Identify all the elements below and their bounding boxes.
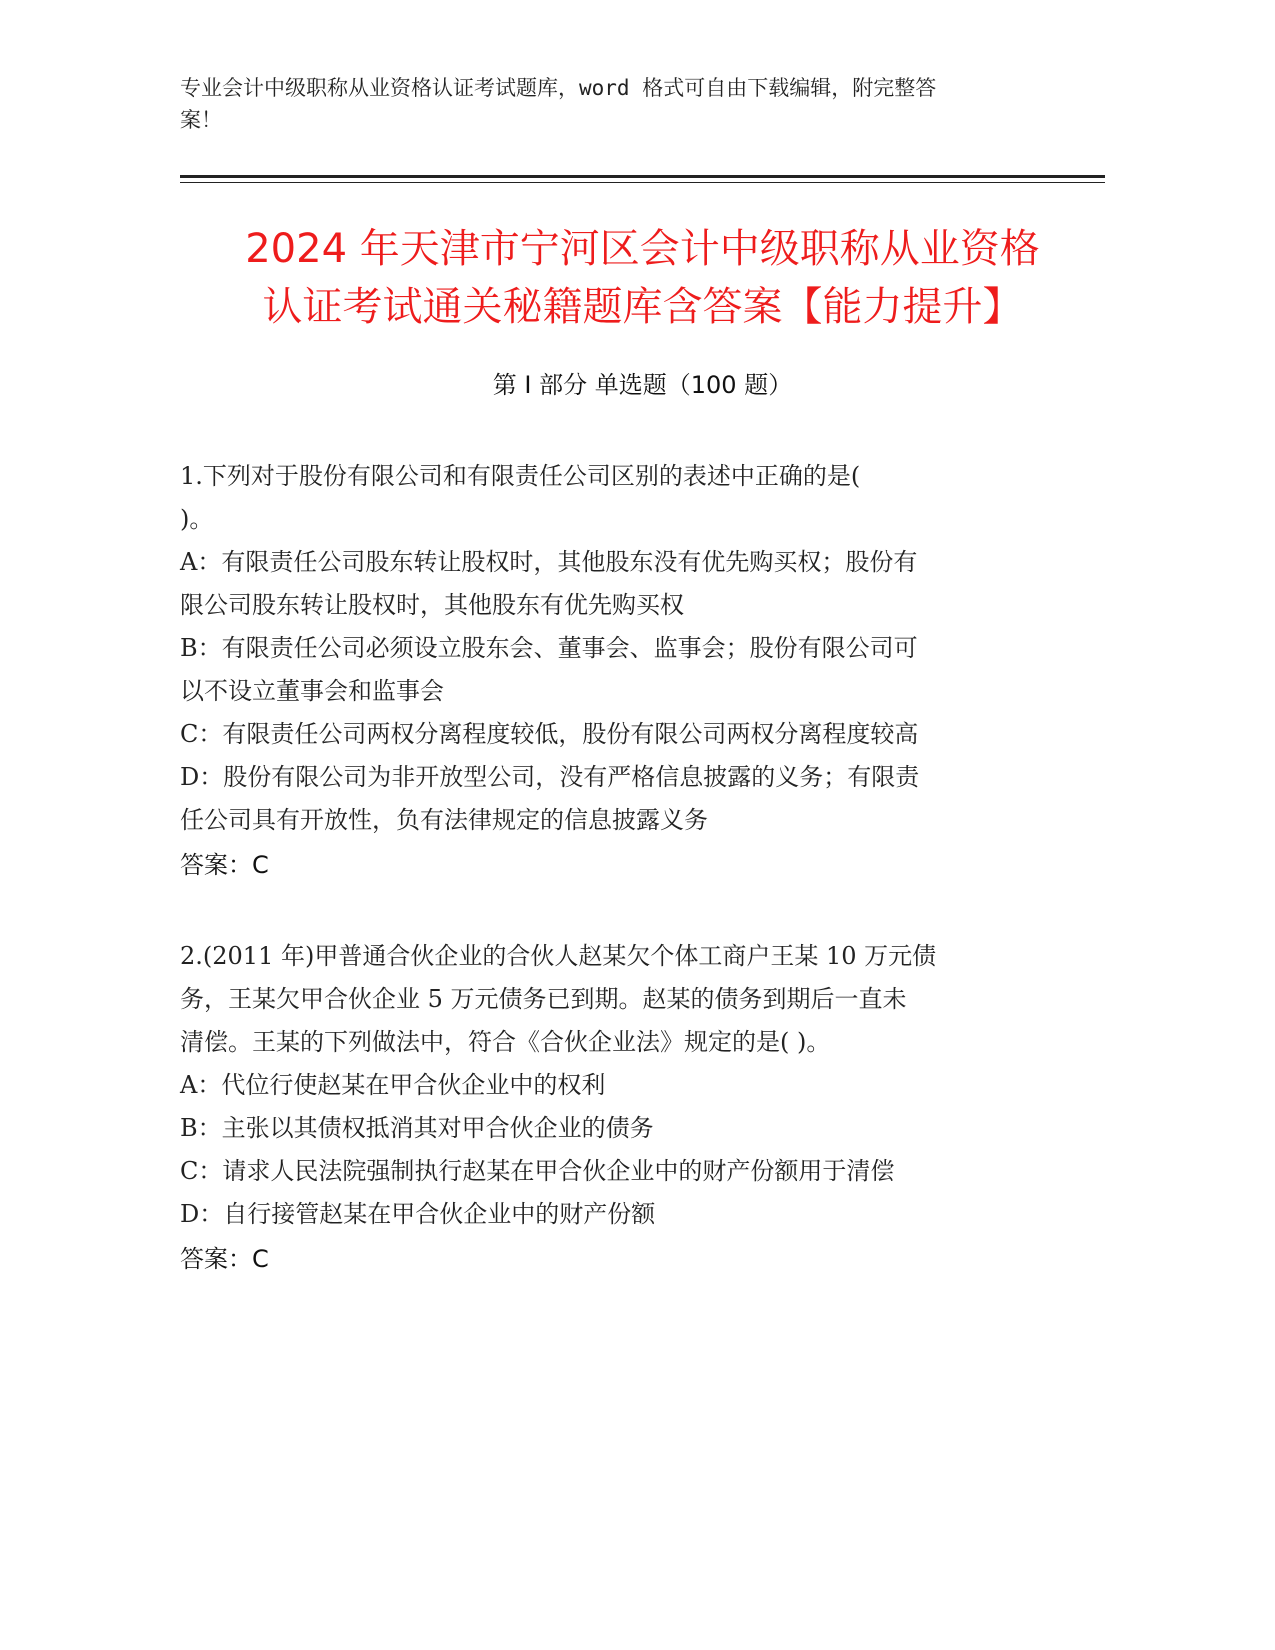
option-b-line: B：有限责任公司必须设立股东会、董事会、监事会；股份有限公司可 — [180, 634, 918, 662]
option-a-line: 限公司股东转让股权时，其他股东有优先购买权 — [180, 591, 684, 619]
option-d-line: D：自行接管赵某在甲合伙企业中的财产份额 — [180, 1200, 656, 1228]
option-b-line: B：主张以其债权抵消其对甲合伙企业的债务 — [180, 1114, 654, 1142]
header-line-2: 案！ — [180, 108, 222, 132]
option-c-line: C：有限责任公司两权分离程度较低，股份有限公司两权分离程度较高 — [180, 720, 919, 748]
option-a-line: A：有限责任公司股东转让股权时，其他股东没有优先购买权；股份有 — [180, 548, 918, 576]
question-stem-line: 务，王某欠甲合伙企业 5 万元债务已到期。赵某的债务到期后一直未 — [180, 985, 907, 1013]
section-title: 第 I 部分 单选题（100 题） — [492, 371, 793, 399]
page-header — [180, 72, 1040, 136]
question-1 — [180, 455, 1040, 887]
document-title — [180, 220, 1105, 336]
question-stem-line: 清偿。王某的下列做法中，符合《合伙企业法》规定的是( )。 — [180, 1028, 831, 1056]
option-c-line: C：请求人民法院强制执行赵某在甲合伙企业中的财产份额用于清偿 — [180, 1157, 895, 1185]
question-2 — [180, 935, 1040, 1281]
header-line-1: 专业会计中级职称从业资格认证考试题库，word 格式可自由下载编辑，附完整答 — [180, 76, 937, 100]
answer-label: 答案：C — [180, 851, 269, 879]
title-line-2: 认证考试通关秘籍题库含答案【能力提升】 — [262, 284, 1023, 330]
header-divider-thick — [180, 175, 1105, 178]
option-d-line: D：股份有限公司为非开放型公司，没有严格信息披露的义务；有限责 — [180, 763, 920, 791]
option-a-line: A：代位行使赵某在甲合伙企业中的权利 — [180, 1071, 606, 1099]
question-stem-line: 2.(2011 年)甲普通合伙企业的合伙人赵某欠个体工商户王某 10 万元债 — [180, 942, 937, 970]
title-line-1: 2024 年天津市宁河区会计中级职称从业资格 — [245, 226, 1040, 272]
answer-label: 答案：C — [180, 1245, 269, 1273]
option-b-line: 以不设立董事会和监事会 — [180, 677, 444, 705]
question-stem-line: )。 — [180, 505, 214, 533]
option-d-line: 任公司具有开放性，负有法律规定的信息披露义务 — [180, 806, 708, 834]
header-divider-thin — [180, 182, 1105, 183]
question-stem-line: 1.下列对于股份有限公司和有限责任公司区别的表述中正确的是( — [180, 462, 861, 490]
